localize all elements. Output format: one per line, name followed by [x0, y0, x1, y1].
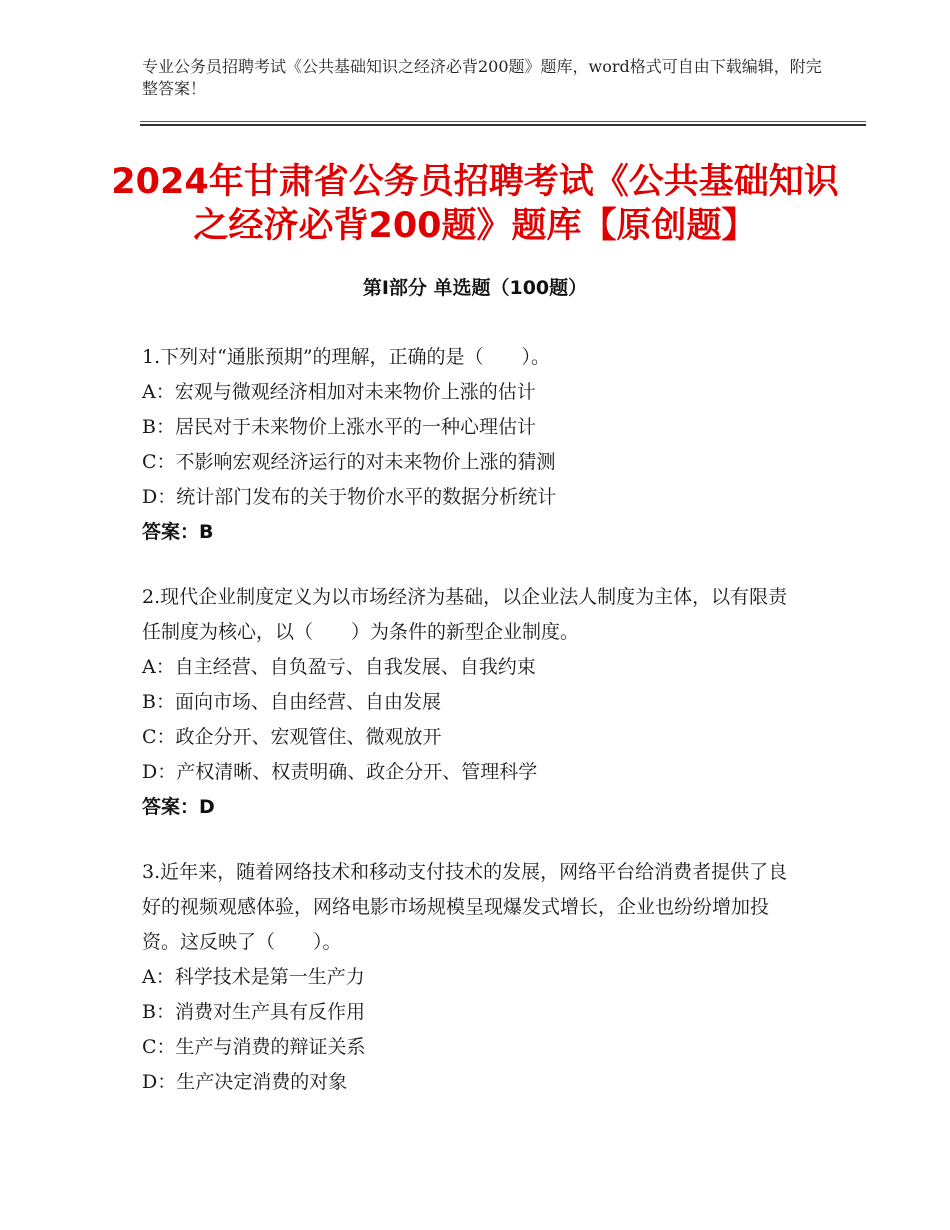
option-a: A：宏观与微观经济相加对未来物价上涨的估计 [142, 381, 536, 403]
document-title: 2024年甘肃省公务员招聘考试《公共基础知识之经济必背200题》题库【原创题】 [111, 162, 839, 246]
option-c: C：不影响宏观经济运行的对未来物价上涨的猜测 [142, 451, 556, 473]
question-stem: 2.现代企业制度定义为以市场经济为基础，以企业法人制度为主体，以有限责任制度为核心，以（ ）为条件的新型企业制度。 [142, 586, 788, 643]
option-d: D：生产决定消费的对象 [142, 1071, 348, 1093]
header-divider-thick [140, 124, 866, 126]
header-note: 专业公务员招聘考试《公共基础知识之经济必背200题》题库，word格式可自由下载编辑，附完整答案！ [142, 57, 822, 98]
option-b: B：消费对生产具有反作用 [142, 1001, 365, 1023]
option-d: D：统计部门发布的关于物价水平的数据分析统计 [142, 486, 557, 508]
question-3 [142, 855, 802, 1100]
option-c: C：生产与消费的辩证关系 [142, 1036, 366, 1058]
question-stem: 1.下列对“通胀预期”的理解，正确的是（ ）。 [142, 346, 551, 368]
option-c: C：政企分开、宏观管住、微观放开 [142, 726, 442, 748]
option-b: B：居民对于未来物价上涨水平的一种心理估计 [142, 416, 536, 438]
header-divider-thin [140, 121, 866, 122]
question-2 [142, 580, 802, 825]
answer: 答案：D [142, 796, 215, 818]
option-b: B：面向市场、自由经营、自由发展 [142, 691, 441, 713]
option-a: A：科学技术是第一生产力 [142, 966, 365, 988]
question-list [142, 340, 802, 1130]
question-1 [142, 340, 802, 550]
question-stem: 3.近年来，随着网络技术和移动支付技术的发展，网络平台给消费者提供了良好的视频观感体验，网络电影市场规模呈现爆发式增长，企业也纷纷增加投资。这反映了（ ）。 [142, 861, 788, 953]
option-a: A：自主经营、自负盈亏、自我发展、自我约束 [142, 656, 536, 678]
section-heading: 第Ⅰ部分 单选题（100题） [362, 277, 588, 299]
answer: 答案：B [142, 521, 214, 543]
option-d: D：产权清晰、权责明确、政企分开、管理科学 [142, 761, 538, 783]
